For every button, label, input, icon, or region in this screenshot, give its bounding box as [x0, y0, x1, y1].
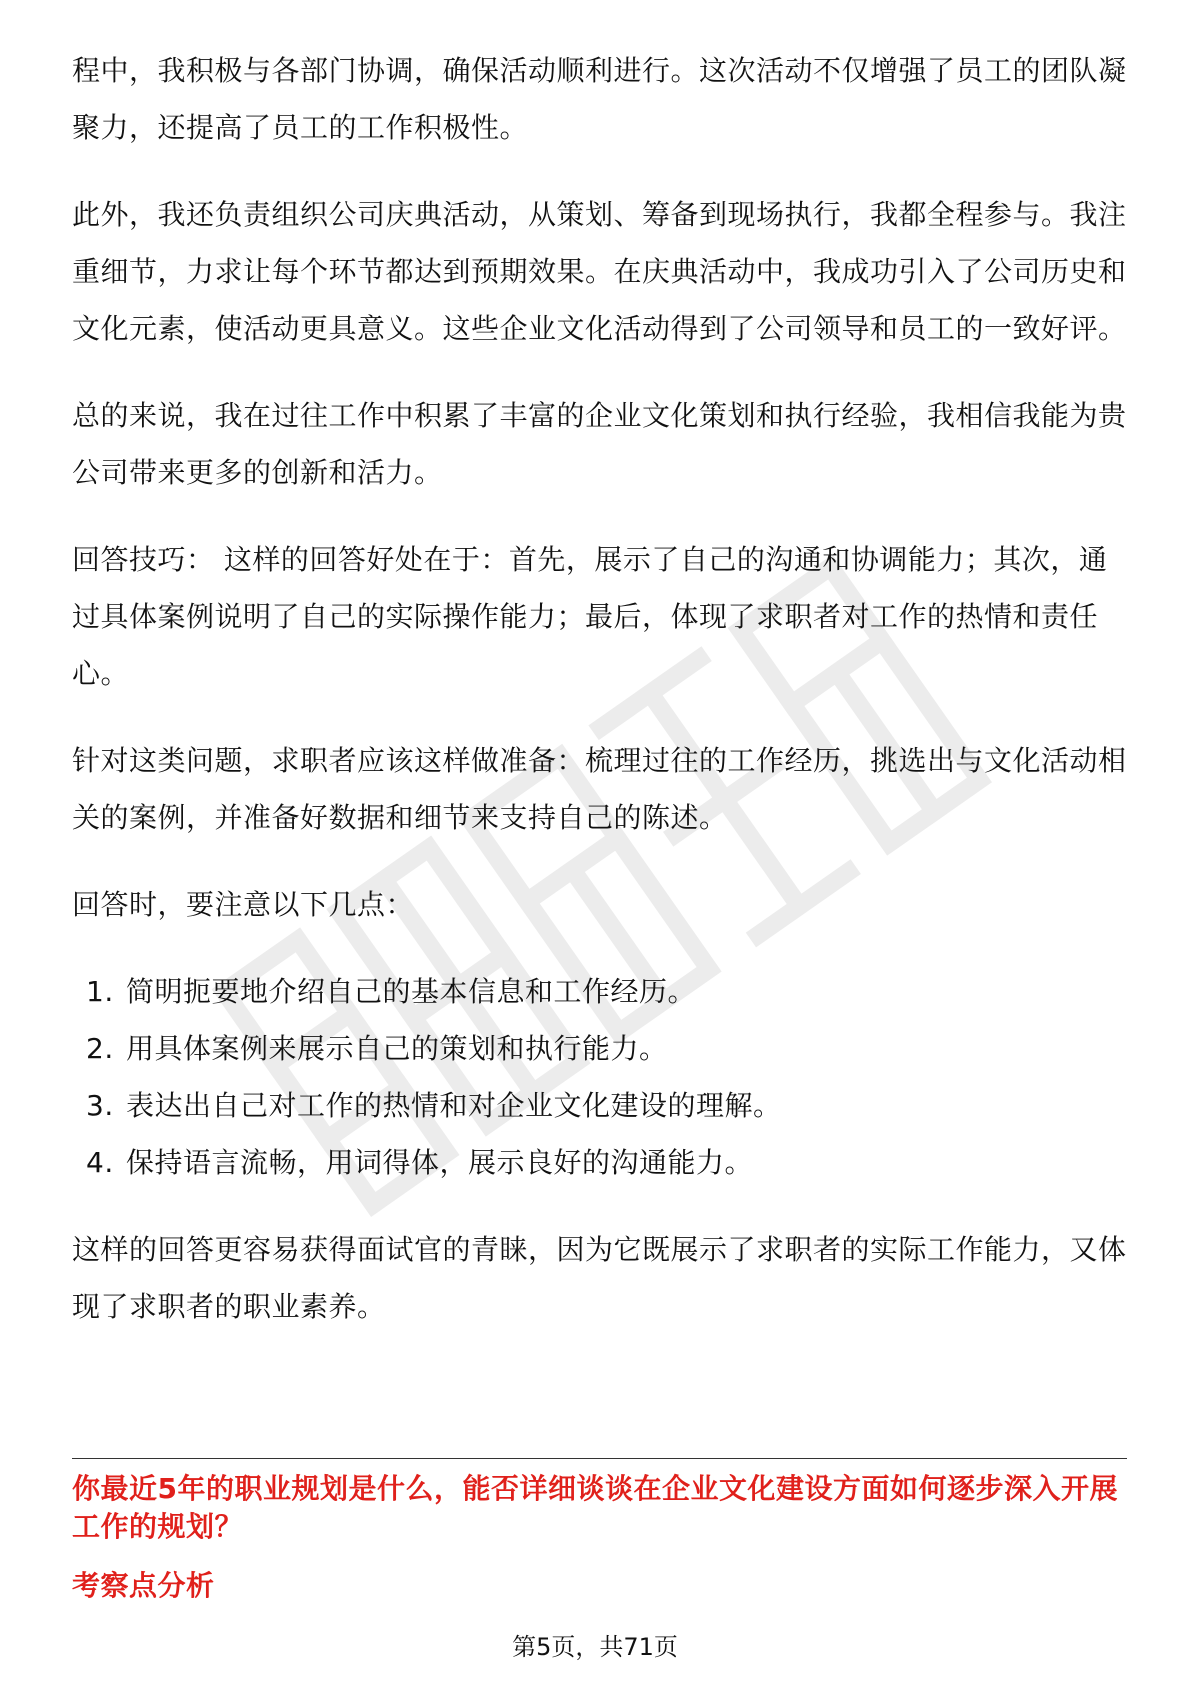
- list-item-text: 表达出自己对工作的热情和对企业文化建设的理解。: [126, 1089, 782, 1122]
- paragraph-activity-result: 程中，我积极与各部门协调，确保活动顺利进行。这次活动不仅增强了员工的团队凝聚力，还提高了员工的工作积极性。: [72, 54, 1127, 144]
- paragraph-points-intro: 回答时，要注意以下几点：: [72, 888, 415, 921]
- list-item: [72, 1077, 1127, 1134]
- main-content: [72, 42, 1127, 1365]
- list-item: [72, 963, 1127, 1020]
- paragraph-summary: 总的来说，我在过往工作中积累了丰富的企业文化策划和执行经验，我相信我能为贵公司带来更多的创新和活力。: [72, 399, 1127, 489]
- list-item: [72, 1020, 1127, 1077]
- next-question-heading: 你最近5年的职业规划是什么，能否详细谈谈在企业文化建设方面如何逐步深入开展工作的规划？: [72, 1472, 1118, 1543]
- paragraph-celebration: 此外，我还负责组织公司庆典活动，从策划、筹备到现场执行，我都全程参与。我注重细节，力求让每个环节都达到预期效果。在庆典活动中，我成功引入了公司历史和文化元素，使活动更具意义。这些企业文化活动得到了公司领导和员工的一致好评。: [72, 198, 1127, 345]
- list-item-text: 保持语言流畅，用词得体，展示良好的沟通能力。: [126, 1146, 754, 1179]
- section-divider: [72, 1458, 1127, 1459]
- list-item: [72, 1134, 1127, 1191]
- paragraph-answer-tips: 回答技巧： 这样的回答好处在于：首先，展示了自己的沟通和协调能力；其次，通过具体案例说明了自己的实际操作能力；最后，体现了求职者对工作的热情和责任心。: [72, 543, 1108, 690]
- list-item-text: 用具体案例来展示自己的策划和执行能力。: [126, 1032, 668, 1065]
- paragraph-preparation: 针对这类问题，求职者应该这样做准备：梳理过往的工作经历，挑选出与文化活动相关的案例，并准备好数据和细节来支持自己的陈述。: [72, 744, 1127, 834]
- points-list: [72, 963, 1127, 1191]
- page-number-footer: 第5页，共71页: [512, 1633, 678, 1661]
- paragraph-closing: 这样的回答更容易获得面试官的青睐，因为它既展示了求职者的实际工作能力，又体现了求职者的职业素养。: [72, 1233, 1127, 1323]
- analysis-section-label: 考察点分析: [72, 1569, 215, 1602]
- list-item-number: 3.: [86, 1089, 114, 1122]
- list-item-number: 4.: [86, 1146, 114, 1179]
- list-item-number: 2.: [86, 1032, 114, 1065]
- list-item-text: 简明扼要地介绍自己的基本信息和工作经历。: [126, 975, 697, 1008]
- list-item-number: 1.: [86, 975, 114, 1008]
